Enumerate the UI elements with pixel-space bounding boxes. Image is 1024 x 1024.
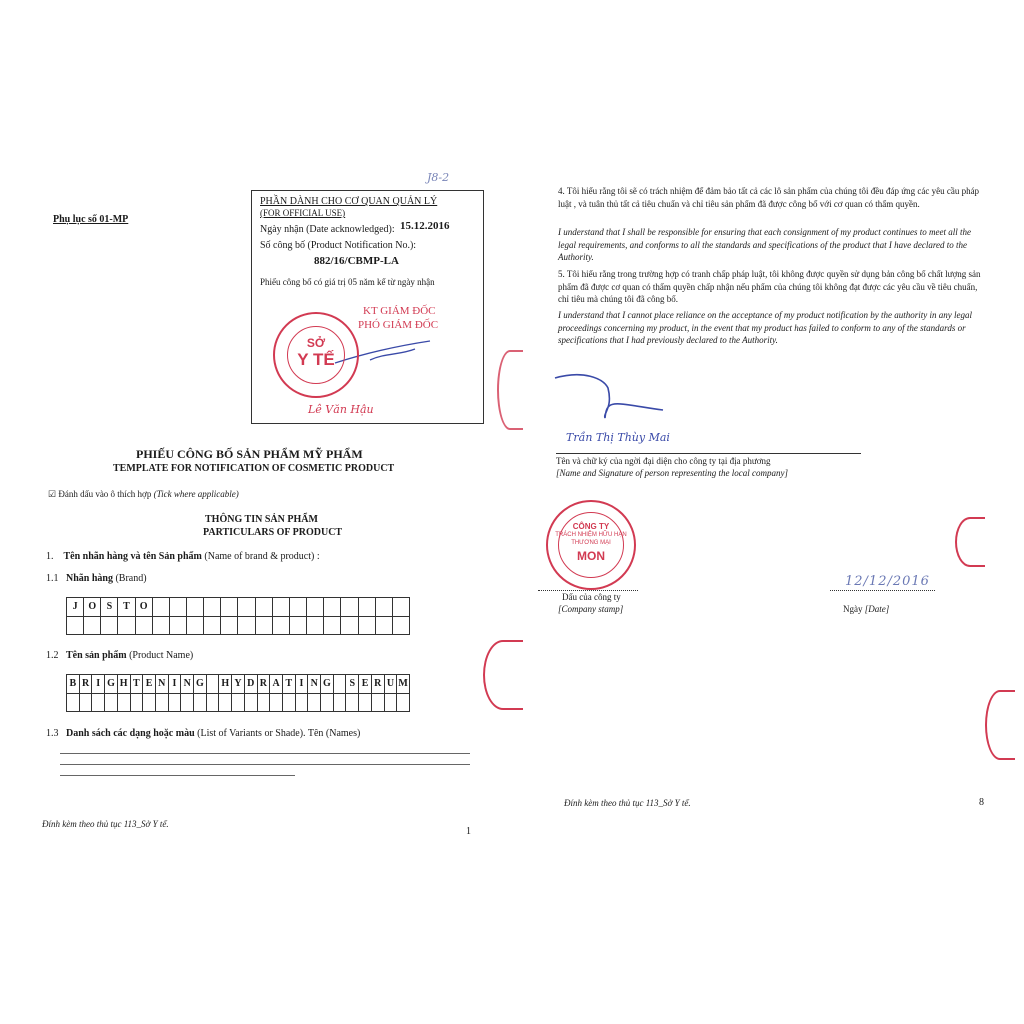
brand-letter-cell xyxy=(341,617,358,636)
product-letter-cell: E xyxy=(143,675,156,694)
company-stamp: CÔNG TY TRÁCH NHIỆM HỮU HẠN THƯƠNG MẠI MON xyxy=(546,500,636,590)
partial-seal-right-edge-lower xyxy=(985,690,1015,760)
brand-letter-cell xyxy=(307,598,324,617)
brand-letter-cell xyxy=(238,598,255,617)
brand-letter-cell xyxy=(67,617,84,636)
partial-seal-upper-edge xyxy=(497,350,523,430)
product-letter-cell xyxy=(143,694,156,713)
brand-letter-cell xyxy=(187,598,204,617)
brand-letter-cell xyxy=(290,617,307,636)
variants-line-2 xyxy=(60,764,470,765)
brand-letter-cell xyxy=(84,617,101,636)
product-letter-cell: N xyxy=(156,675,169,694)
product-letter-cell xyxy=(334,694,347,713)
product-letter-cell: U xyxy=(385,675,398,694)
product-letter-cell xyxy=(181,694,194,713)
brand-letter-cell: J xyxy=(67,598,84,617)
product-letter-cell xyxy=(321,694,334,713)
product-letter-cell: D xyxy=(245,675,258,694)
partial-seal-right-edge-upper xyxy=(955,517,985,567)
brand-letter-cell: T xyxy=(118,598,135,617)
handwritten-reference: J8-2 xyxy=(427,171,450,184)
brand-letter-cell xyxy=(101,617,118,636)
product-letter-cell xyxy=(80,694,93,713)
brand-letter-cell: S xyxy=(101,598,118,617)
product-letter-cell xyxy=(207,675,220,694)
brand-letter-cell xyxy=(307,617,324,636)
product-letter-cell xyxy=(283,694,296,713)
product-letter-cell: R xyxy=(258,675,271,694)
brand-letter-cell xyxy=(290,598,307,617)
product-letter-cell: R xyxy=(80,675,93,694)
official-signer-name: Lê Văn Hậu xyxy=(308,403,374,416)
product-letter-cell: T xyxy=(283,675,296,694)
product-letter-cell: G xyxy=(194,675,207,694)
product-letter-cell: N xyxy=(308,675,321,694)
product-letter-cell xyxy=(334,675,347,694)
product-letter-cell xyxy=(372,694,385,713)
notification-no-value: 882/16/CBMP-LA xyxy=(314,255,399,267)
stamp-label-vi: Dấu của công ty xyxy=(562,592,621,602)
brand-letter-cell xyxy=(376,617,393,636)
product-letter-cell xyxy=(359,694,372,713)
product-letter-cell xyxy=(67,694,80,713)
brand-letter-cell xyxy=(170,617,187,636)
brand-letter-cell xyxy=(256,598,273,617)
official-box-heading: PHẦN DÀNH CHO CƠ QUAN QUẢN LÝ xyxy=(260,196,438,207)
product-letter-cell xyxy=(169,694,182,713)
product-letter-cell xyxy=(245,694,258,713)
product-letter-cell xyxy=(270,694,283,713)
brand-letter-cell: O xyxy=(84,598,101,617)
product-letter-cell: M xyxy=(397,675,410,694)
stamp-label-en: [Company stamp] xyxy=(558,604,624,614)
brand-letter-cell xyxy=(118,617,135,636)
notification-no-label: Số công bố (Product Notification No.): xyxy=(260,240,417,251)
right-page-number: 8 xyxy=(979,797,984,808)
product-letter-cell xyxy=(397,694,410,713)
item-1-2-label: 1.2 Tên sản phẩm (Product Name) xyxy=(46,650,194,661)
signature-line xyxy=(556,453,861,454)
date-label: Ngày [Date] xyxy=(843,604,890,614)
brand-letter-cell xyxy=(376,598,393,617)
brand-letter-cell xyxy=(393,617,410,636)
brand-letter-cell: O xyxy=(136,598,153,617)
product-letter-grid xyxy=(66,674,410,712)
right-footer: Đính kèm theo thủ tục 113_Sở Y tế. xyxy=(564,798,691,808)
product-letter-cell: I xyxy=(169,675,182,694)
product-letter-cell: G xyxy=(105,675,118,694)
date-line xyxy=(830,590,935,591)
health-department-seal: SỞ Y TẾ xyxy=(273,312,359,398)
signature-label-en: [Name and Signature of person representing the local company] xyxy=(556,468,788,478)
brand-letter-cell xyxy=(324,598,341,617)
product-letter-cell xyxy=(308,694,321,713)
official-box-subheading: (FOR OFFICIAL USE) xyxy=(260,208,346,218)
brand-letter-cell xyxy=(153,598,170,617)
product-letter-cell: E xyxy=(359,675,372,694)
brand-letter-cell xyxy=(170,598,187,617)
item-1-3-label: 1.3 Danh sách các dạng hoặc màu (List of Variants or Shade). Tên (Names) xyxy=(46,728,361,739)
signature-label-vi: Tên và chữ ký của ngời đại diện cho công ty tại địa phương xyxy=(556,456,771,466)
brand-letter-cell xyxy=(204,598,221,617)
representative-name: Trần Thị Thùy Mai xyxy=(566,431,670,444)
form-title-vi: PHIẾU CÔNG BỐ SẢN PHẨM MỸ PHẨM xyxy=(136,447,363,461)
brand-letter-cell xyxy=(324,617,341,636)
paragraph-5-vi: 5. Tôi hiểu rằng trong trường hợp có tranh chấp pháp luật, tôi không được quyền sử dụng bản công bố chất lượng sản phẩm đã được cơ quan có thẩm quyền chấp nhận nếu phẩm của chúng tôi không đạt được các yêu cầu về tiêu chuẩn, chỉ tiêu mà chúng tôi đã công bố. xyxy=(558,269,981,304)
product-letter-cell xyxy=(219,694,232,713)
brand-letter-cell xyxy=(136,617,153,636)
stamp-line xyxy=(538,590,638,591)
variants-line-1 xyxy=(60,753,470,754)
stamp-title-vice-director: PHÓ GIÁM ĐỐC xyxy=(358,319,439,331)
product-letter-cell: H xyxy=(219,675,232,694)
brand-letter-cell xyxy=(341,598,358,617)
product-letter-cell xyxy=(194,694,207,713)
product-letter-cell xyxy=(105,694,118,713)
tick-note: ☑ Đánh dấu vào ô thích hợp (Tick where applicable) xyxy=(48,489,239,499)
product-letter-cell xyxy=(296,694,309,713)
product-letter-cell: N xyxy=(181,675,194,694)
date-ack-value: 15.12.2016 xyxy=(400,220,450,232)
partial-seal-left-page-edge xyxy=(483,640,523,710)
product-letter-cell: S xyxy=(346,675,359,694)
product-letter-cell: Y xyxy=(232,675,245,694)
product-letter-cell xyxy=(346,694,359,713)
brand-letter-cell xyxy=(359,617,376,636)
section-title-vi: THÔNG TIN SẢN PHẨM xyxy=(205,514,318,525)
product-letter-cell: I xyxy=(296,675,309,694)
paragraph-4-vi: 4. Tôi hiểu rằng tôi sẽ có trách nhiệm để đảm bảo tất cả các lô sản phẩm của chúng tôi đều đáp ứng các yêu cầu pháp luật , và tuân thủ tất cả tiêu chuẩn và chỉ tiêu sản phẩm đã được công bố với cơ quan có thẩm quyền. xyxy=(558,186,980,209)
representative-signature xyxy=(553,368,673,423)
section-title-en: PARTICULARS OF PRODUCT xyxy=(203,527,343,538)
brand-letter-cell xyxy=(238,617,255,636)
product-letter-cell xyxy=(92,694,105,713)
brand-letter-cell xyxy=(221,617,238,636)
left-footer: Đính kèm theo thủ tục 113_Sở Y tế. xyxy=(42,819,169,829)
left-page-number: 1 xyxy=(466,826,471,837)
product-letter-cell xyxy=(207,694,220,713)
brand-letter-cell xyxy=(187,617,204,636)
brand-letter-cell xyxy=(273,617,290,636)
product-letter-cell: G xyxy=(321,675,334,694)
product-letter-cell xyxy=(258,694,271,713)
brand-letter-cell xyxy=(256,617,273,636)
product-letter-cell xyxy=(118,694,131,713)
product-letter-cell: A xyxy=(270,675,283,694)
brand-letter-cell xyxy=(273,598,290,617)
brand-letter-cell xyxy=(359,598,376,617)
brand-letter-cell xyxy=(204,617,221,636)
product-letter-cell: H xyxy=(118,675,131,694)
handwritten-date: 12/12/2016 xyxy=(845,574,930,589)
item-1-1-label: 1.1 Nhãn hàng (Brand) xyxy=(46,573,147,584)
paragraph-4-en: I understand that I shall be responsible for ensuring that each consignment of my product continues to meet all the legal requirements, and conforms to all the standards and specifications of the product that I have declared to the Authority. xyxy=(558,227,972,262)
product-letter-cell xyxy=(156,694,169,713)
product-letter-cell xyxy=(385,694,398,713)
appendix-label: Phụ lục số 01-MP xyxy=(53,214,129,225)
paragraph-5-en: I understand that I cannot place reliance on the acceptance of my product notification by the authority in any legal proceedings concerning my product, in the event that my product has failed to conform to any of the standards or specifications that I had previously declared to the Authority. xyxy=(558,310,972,345)
checkbox-icon: ☑ xyxy=(48,489,57,499)
brand-letter-cell xyxy=(221,598,238,617)
variants-line-3 xyxy=(60,775,295,776)
date-ack-label: Ngày nhận (Date acknowledged): xyxy=(260,224,395,235)
product-letter-cell: T xyxy=(131,675,144,694)
product-letter-cell: I xyxy=(92,675,105,694)
form-title-en: TEMPLATE FOR NOTIFICATION OF COSMETIC PRODUCT xyxy=(113,463,395,474)
stamp-title-deputy: KT GIÁM ĐỐC xyxy=(363,305,436,317)
product-letter-cell xyxy=(131,694,144,713)
item-1-label: 1. Tên nhãn hàng và tên Sản phẩm (Name of brand & product) : xyxy=(46,551,320,562)
brand-letter-cell xyxy=(153,617,170,636)
validity-text: Phiếu công bố có giá trị 05 năm kể từ ngày nhận xyxy=(260,277,435,287)
brand-letter-grid xyxy=(66,597,410,635)
product-letter-cell xyxy=(232,694,245,713)
brand-letter-cell xyxy=(393,598,410,617)
product-letter-cell: B xyxy=(67,675,80,694)
product-letter-cell: R xyxy=(372,675,385,694)
